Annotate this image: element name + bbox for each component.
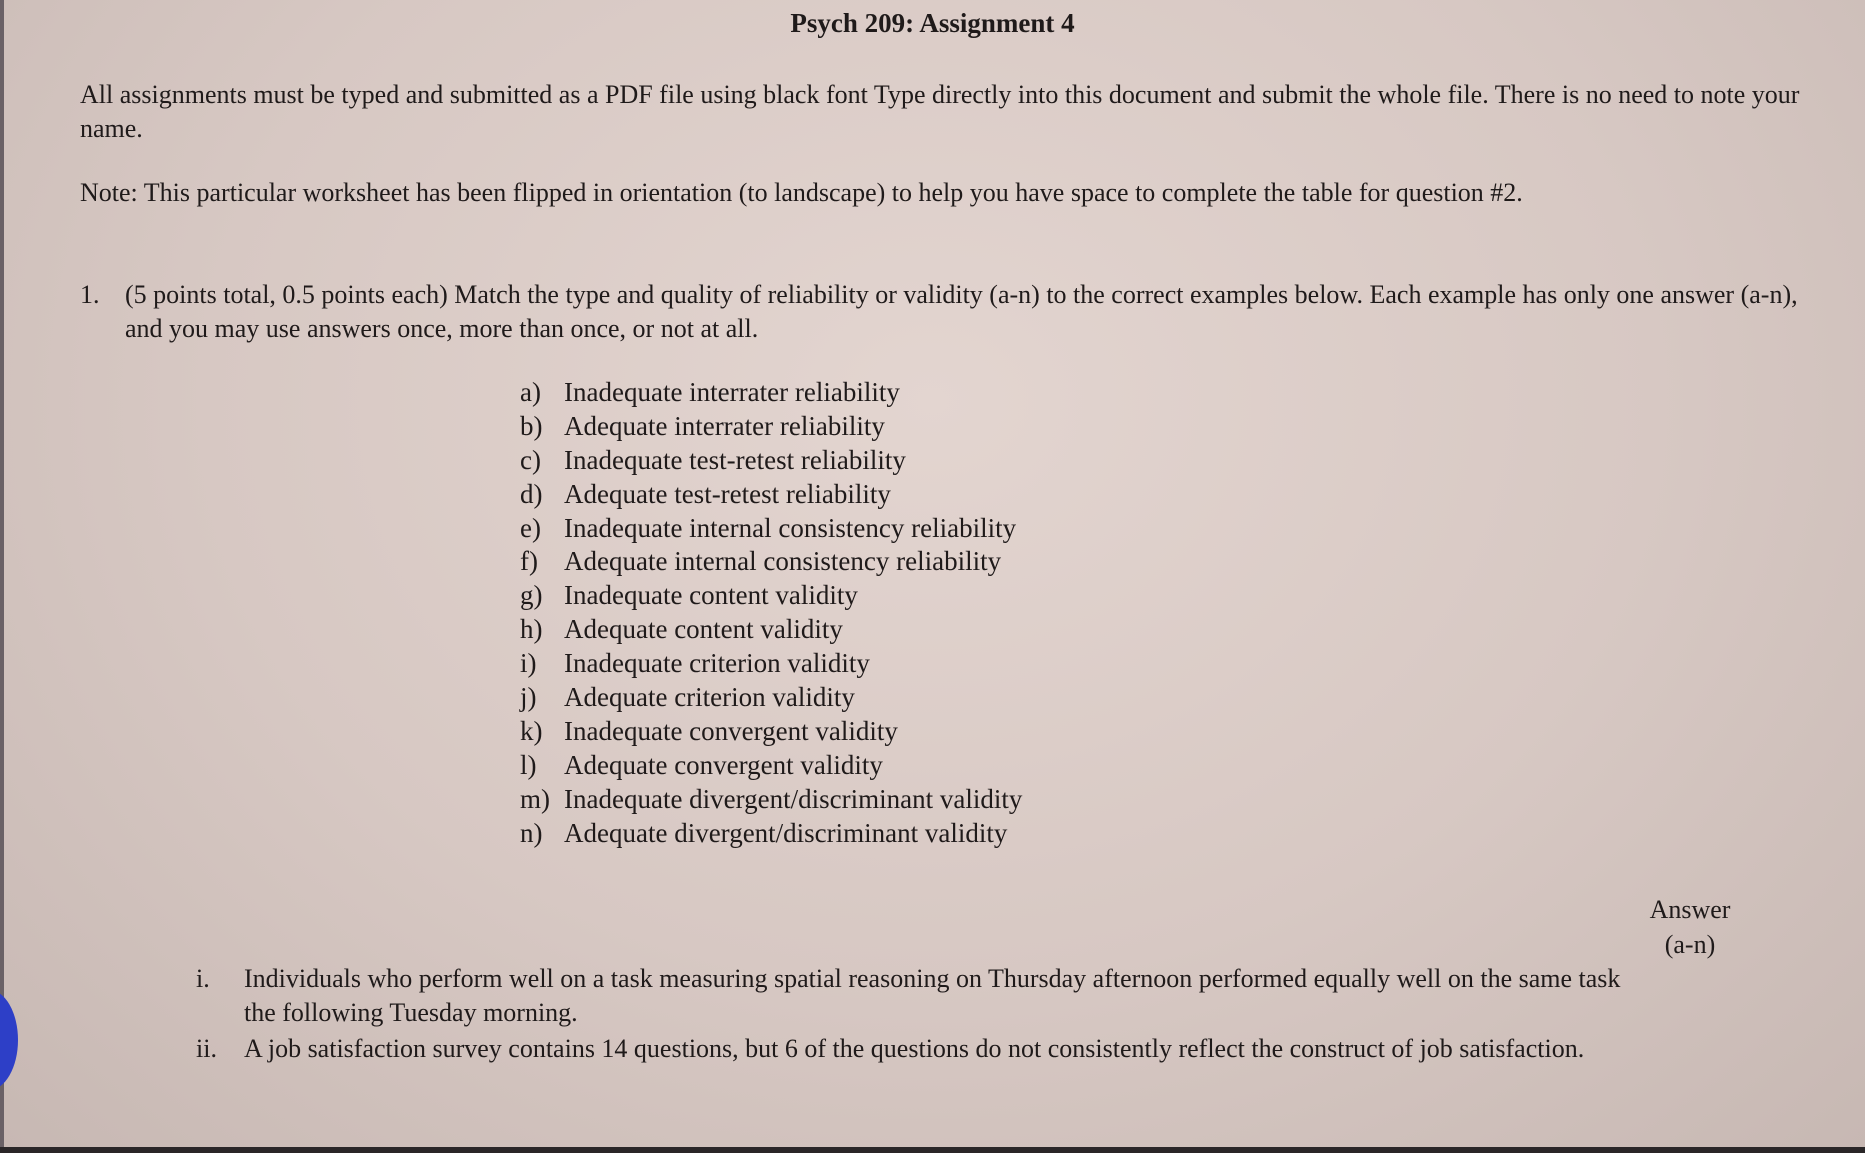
answer-options-list (520, 375, 1022, 849)
option-label: j) (520, 682, 537, 713)
option-text: Adequate content validity (564, 614, 843, 645)
option-text: Inadequate test-retest reliability (564, 444, 906, 475)
option-label: d) (520, 478, 543, 509)
orientation-note: Note: This particular worksheet has been flipped in orientation (to landscape) to help you have space to complete the table for question #2. (80, 178, 1523, 207)
option-label: h) (520, 614, 543, 645)
option-item (520, 816, 1022, 850)
option-label: n) (520, 817, 543, 848)
option-label: l) (520, 749, 537, 780)
option-item (520, 680, 1022, 714)
option-label: c) (520, 444, 541, 475)
option-text: Adequate interrater reliability (564, 410, 885, 441)
example-label: ii. (196, 1034, 217, 1063)
instructions-paragraph: All assignments must be typed and submitted as a PDF file using black font Type directly into this document and submit the whole file. There is no need to note your name. (80, 80, 1800, 143)
page-title: Psych 209: Assignment 4 (790, 8, 1075, 38)
option-text: Adequate test-retest reliability (564, 478, 891, 509)
option-item (520, 578, 1022, 612)
option-item (520, 782, 1022, 816)
option-text: Adequate internal consistency reliability (564, 546, 1002, 577)
option-label: k) (520, 715, 543, 746)
page-edge-shadow (0, 0, 4, 1153)
question-number: 1. (80, 280, 100, 309)
answer-header-line2: (a-n) (1664, 930, 1716, 959)
screen-bottom-border (0, 1147, 1865, 1153)
option-text: Adequate convergent validity (564, 749, 883, 780)
option-label: a) (520, 377, 541, 407)
option-text: Inadequate interrater reliability (564, 377, 900, 407)
option-text: Adequate divergent/discriminant validity (564, 817, 1008, 848)
option-item (520, 409, 1022, 443)
example-text: Individuals who perform well on a task measuring spatial reasoning on Thursday afternoon performed equally well on the same task the following Tuesday morning. (244, 964, 1621, 1027)
option-item (520, 612, 1022, 646)
option-text: Inadequate divergent/discriminant validity (564, 783, 1023, 814)
option-label: m) (520, 783, 550, 814)
option-item (520, 714, 1022, 748)
example-label: i. (196, 964, 210, 993)
option-label: i) (520, 648, 537, 679)
option-item (520, 375, 1022, 409)
option-label: f) (520, 546, 538, 577)
option-label: e) (520, 512, 541, 543)
option-item (520, 646, 1022, 680)
question-text: (5 points total, 0.5 points each) Match the type and quality of reliability or validity (a-n) to the correct examples below. Each example has only one answer (a-n), and you may use answers once, more than once, or not at all. (125, 280, 1798, 343)
answer-column-header (1610, 892, 1770, 962)
option-item (520, 511, 1022, 545)
option-text: Adequate criterion validity (564, 682, 855, 713)
answer-header-line1: Answer (1649, 895, 1731, 924)
option-text: Inadequate convergent validity (564, 715, 898, 746)
option-label: b) (520, 410, 543, 441)
example-text: A job satisfaction survey contains 14 questions, but 6 of the questions do not consistently reflect the construct of job satisfaction. (244, 1034, 1585, 1063)
option-text: Inadequate internal consistency reliability (564, 512, 1017, 543)
option-item (520, 443, 1022, 477)
option-item (520, 544, 1022, 578)
option-item (520, 477, 1022, 511)
option-item (520, 748, 1022, 782)
option-label: g) (520, 580, 543, 611)
option-text: Inadequate content validity (564, 580, 858, 611)
option-text: Inadequate criterion validity (564, 648, 870, 679)
